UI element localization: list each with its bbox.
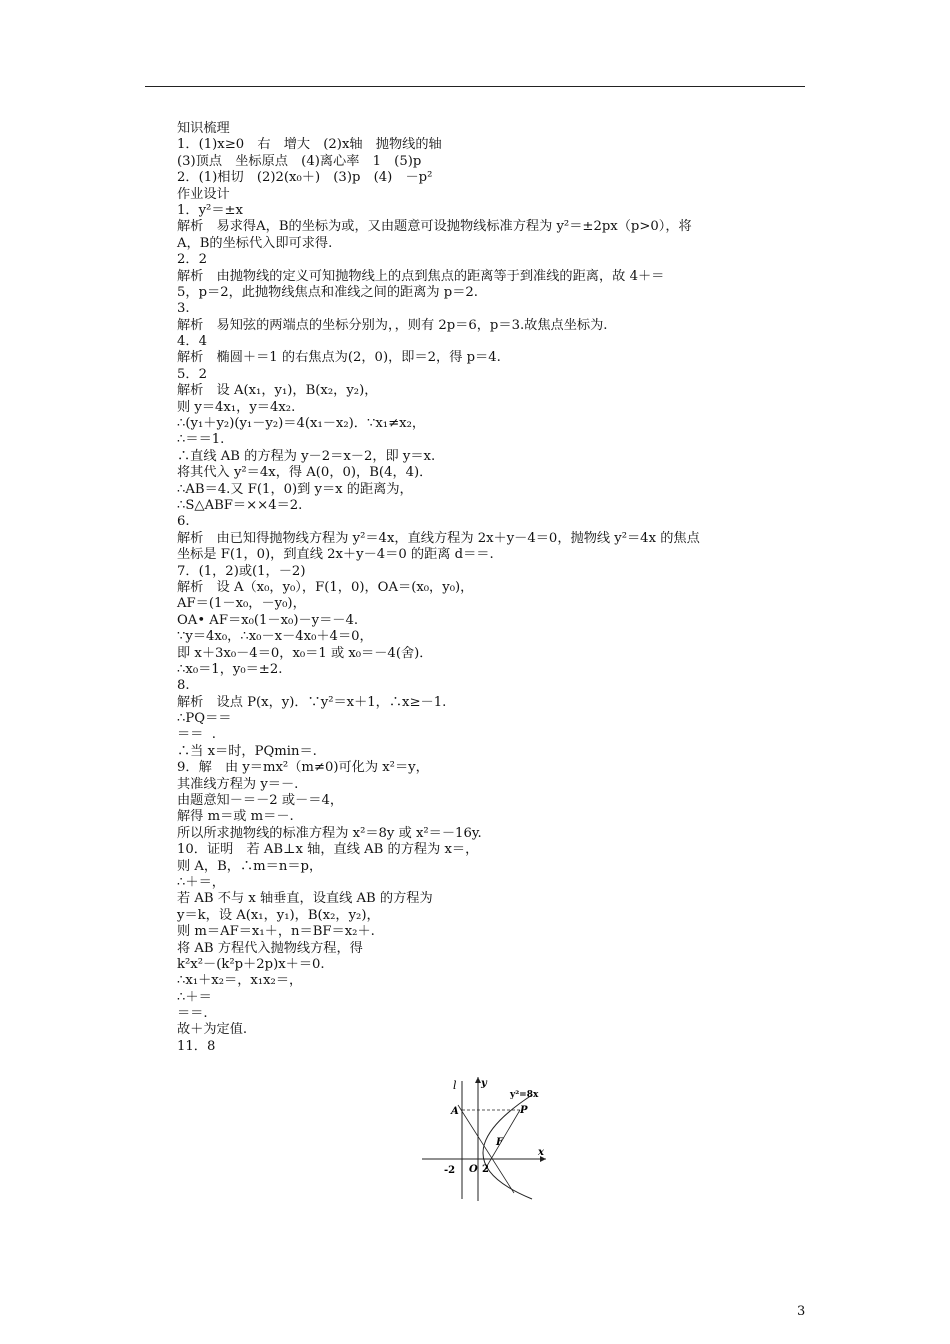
text-line: ∴x₀＝1，y₀＝±2. xyxy=(177,661,283,677)
text-line: 8. xyxy=(177,678,190,694)
label-x: x xyxy=(538,1147,544,1158)
label-p: P xyxy=(520,1105,528,1116)
label-curve: y²=8x xyxy=(510,1090,539,1100)
text-line: 知识梳理 xyxy=(177,121,230,136)
text-line: 解得 m＝或 m＝－. xyxy=(177,809,294,825)
text-line: ∴AB＝4.又 F(1，0)到 y＝x 的距离为， xyxy=(177,481,413,497)
document-body xyxy=(177,121,807,1055)
text-line: (3)顶点 坐标原点 (4)离心率 1 (5)p xyxy=(177,153,422,169)
text-line: 即 x＋3x₀－4＝0，x₀＝1 或 x₀＝－4(舍)． xyxy=(177,645,433,661)
text-line: ＝＝ . xyxy=(177,727,216,743)
text-line: 故＋为定值. xyxy=(177,1022,248,1038)
header-rule xyxy=(145,86,805,87)
text-line: AF＝(1－x₀，－y₀)， xyxy=(177,596,306,612)
text-line: 所以所求抛物线的标准方程为 x²＝8y 或 x²＝－16y. xyxy=(177,825,482,841)
text-line: OA• AF＝x₀(1－x₀)－y＝－4. xyxy=(177,612,359,628)
page-number: 3 xyxy=(797,1304,806,1319)
text-line: 其准线方程为 y＝－. xyxy=(177,776,299,792)
text-line: 坐标是 F(1，0)，到直线 2x＋y－4＝0 的距离 d＝＝. xyxy=(177,547,494,563)
text-line: 解析 易知弦的两端点的坐标分别为，，则有 2p＝6，p＝3.故焦点坐标为. xyxy=(177,317,608,333)
text-line: 5．2 xyxy=(177,366,207,382)
text-line: 4．4 xyxy=(177,334,207,350)
text-line: 将 AB 方程代入抛物线方程，得 xyxy=(177,940,363,956)
text-line: 7．(1，2)或(1，－2) xyxy=(177,563,306,579)
text-line: ∴＋＝， xyxy=(177,874,225,890)
label-2: 2 xyxy=(482,1164,489,1175)
text-line: 9．解 由 y＝mx²（m≠0)可化为 x²＝y， xyxy=(177,760,429,776)
text-line: 2．2 xyxy=(177,252,207,268)
text-line: 解析 设 A(x₁，y₁)，B(x₂，y₂)， xyxy=(177,383,378,399)
text-line: 1．y²＝±x xyxy=(177,202,243,218)
text-line: 由题意知－＝－2 或－＝4， xyxy=(177,793,344,809)
text-line: A，B的坐标代入即可求得. xyxy=(177,235,333,251)
text-line: 解析 由抛物线的定义可知抛物线上的点到焦点的距离等于到准线的距离，故 4＋＝ xyxy=(177,268,665,284)
text-line: 10．证明 若 AB⊥x 轴，直线 AB 的方程为 x＝， xyxy=(177,842,479,858)
text-line: ∴(y₁＋y₂)(y₁－y₂)＝4(x₁－x₂)．∵x₁≠x₂， xyxy=(177,416,426,432)
text-line: ∴＋＝ xyxy=(177,989,212,1005)
label-y: y xyxy=(481,1078,487,1089)
text-line: ∴直线 AB 的方程为 y－2＝x－2，即 y＝x. xyxy=(177,448,436,464)
text-line: 则 y＝4x₁，y＝4x₂. xyxy=(177,399,296,415)
text-line: ∴＝＝1. xyxy=(177,432,225,448)
line-af xyxy=(458,1105,514,1193)
text-line: 则 A，B，∴m＝n＝p， xyxy=(177,858,323,874)
parabola-figure xyxy=(422,1075,552,1205)
label-a: A xyxy=(451,1106,459,1117)
text-line: 解析 设点 P(x，y)．∵y²＝x＋1，∴x≥－1. xyxy=(177,694,447,710)
text-line: ∴当 x＝时，PQmin＝. xyxy=(177,743,317,759)
text-line: 将其代入 y²＝4x，得 A(0，0)，B(4，4)． xyxy=(177,465,433,481)
text-line: ∴x₁＋x₂＝，x₁x₂＝， xyxy=(177,973,303,989)
text-line: 3. xyxy=(177,301,190,317)
text-line: 2．(1)相切 (2)2(x₀＋) (3)p (4) －p² xyxy=(177,170,433,186)
text-line: 1．(1)x≥0 右 增大 (2)x轴 抛物线的轴 xyxy=(177,137,442,153)
text-line: 解析 由已知得抛物线方程为 y²＝4x，直线方程为 2x＋y－4＝0，抛物线 y²＝4x 的焦点 xyxy=(177,530,700,546)
text-line: ∴PQ＝＝ xyxy=(177,711,232,727)
text-line: k²x²－(k²p＋2p)x＋＝0. xyxy=(177,956,325,972)
label-l: l xyxy=(453,1079,457,1092)
label-f: F xyxy=(496,1137,504,1148)
text-line: 5，p＝2，此抛物线焦点和准线之间的距离为 p＝2. xyxy=(177,284,478,300)
text-line: ∴S△ABF＝××4＝2. xyxy=(177,497,303,513)
label-neg2: -2 xyxy=(444,1165,456,1176)
text-line: 解析 设 A（x₀，y₀），F(1，0)，OA＝(x₀，y₀)， xyxy=(177,579,474,595)
text-line: 若 AB 不与 x 轴垂直，设直线 AB 的方程为 xyxy=(177,891,433,907)
text-line: y＝k，设 A(x₁，y₁)，B(x₂，y₂)， xyxy=(177,907,380,923)
text-line: 6. xyxy=(177,514,190,530)
text-line: 则 m＝AF＝x₁＋，n＝BF＝x₂＋. xyxy=(177,924,375,940)
text-line: 11．8 xyxy=(177,1038,216,1054)
text-line: ∵y＝4x₀，∴x₀－x－4x₀＋4＝0， xyxy=(177,629,373,645)
text-line: 作业设计 xyxy=(177,186,230,202)
label-o: O xyxy=(469,1164,478,1175)
text-line: ＝＝. xyxy=(177,1006,208,1022)
text-line: 解析 易求得A，B的坐标为或，又由题意可设抛物线标准方程为 y²＝±2px（p>0），将 xyxy=(177,219,692,235)
text-line: 解析 椭圆＋＝1 的右焦点为(2，0)，即＝2，得 p＝4. xyxy=(177,350,501,366)
